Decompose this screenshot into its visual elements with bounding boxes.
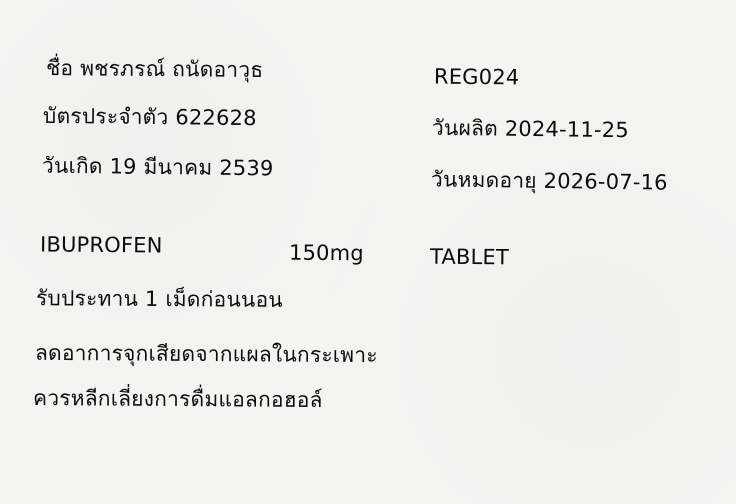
instruction-line: รับประทาน 1 เม็ดก่อนนอน [35, 286, 283, 312]
patient-dob: วันเกิด 19 มีนาคม 2539 [41, 153, 274, 181]
expiry-date: วันหมดอายุ 2026-07-16 [430, 167, 668, 195]
drug-form: TABLET [429, 244, 510, 270]
registration-number: REG024 [433, 64, 520, 90]
instruction-line: ควรหลีกเลี่ยงการดื่มแอลกอฮอล์ [32, 385, 323, 413]
patient-name: ชื่อ พชรภรณ์ ถนัดอาวุธ [45, 56, 264, 82]
instruction-line: ลดอาการจุกเสียดจากแผลในกระเพาะ [34, 340, 378, 368]
drug-strength: 150mg [288, 240, 364, 266]
drug-name: IBUPROFEN [39, 232, 163, 258]
patient-id: บัตรประจำตัว 622628 [42, 103, 257, 131]
manufacture-date: วันผลิต 2024-11-25 [431, 115, 630, 143]
